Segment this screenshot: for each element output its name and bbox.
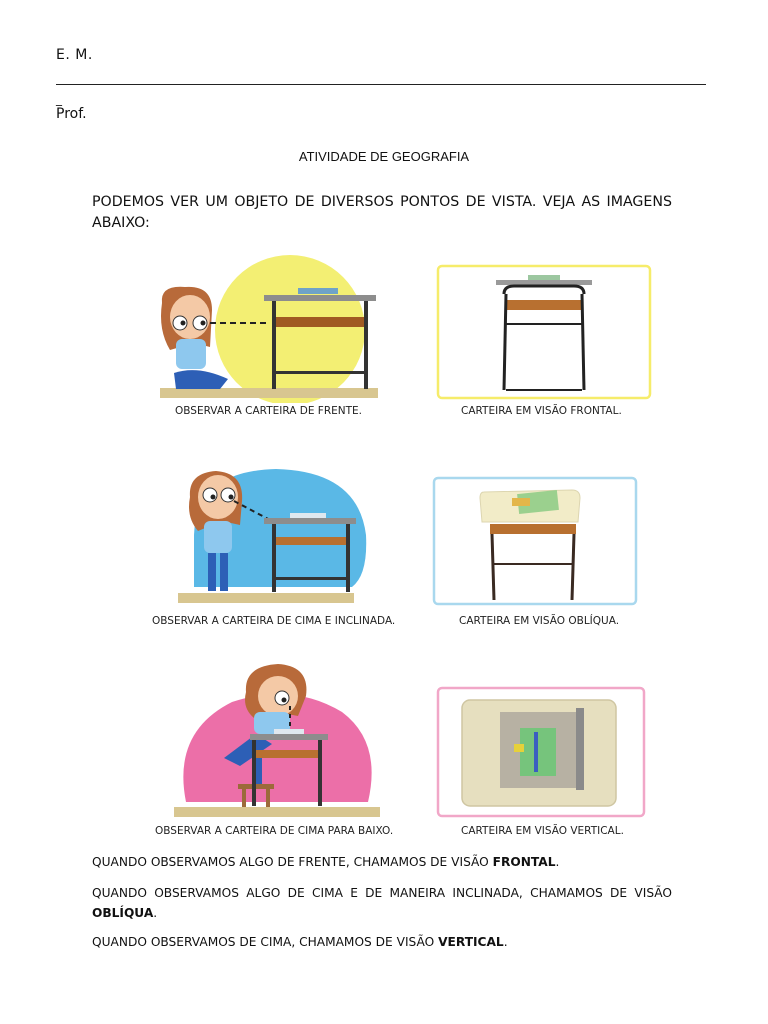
- teacher-label: Prof.: [56, 106, 87, 122]
- school-name: E. M.: [56, 47, 93, 63]
- oblique-definition-text: QUANDO OBSERVAMOS ALGO DE CIMA E DE MANEIRA INCLINADA, CHAMAMOS DE VISÃO: [92, 886, 672, 900]
- figure-vertical-observer: [172, 662, 382, 820]
- intro-text: [92, 192, 672, 234]
- oblique-term: OBLÍQUA: [92, 906, 154, 920]
- vertical-definition: [92, 932, 672, 952]
- oblique-period: .: [153, 906, 158, 920]
- intro-line-1: PODEMOS VER UM OBJETO DE DIVERSOS PONTOS DE VISTA. VEJA AS IMAGENS: [92, 194, 672, 210]
- vertical-definition-text: QUANDO OBSERVAMOS DE CIMA, CHAMAMOS DE VISÃO: [92, 935, 439, 949]
- frontal-term: FRONTAL: [492, 855, 556, 869]
- figure-vertical-view: [436, 686, 648, 822]
- page-title: ATIVIDADE DE GEOGRAFIA: [298, 149, 470, 164]
- caption-frontal-view: CARTEIRA EM VISÃO FRONTAL.: [461, 405, 622, 417]
- vertical-period: .: [503, 935, 508, 949]
- frontal-definition: [92, 852, 672, 872]
- floor: [174, 807, 380, 817]
- caption-oblique-view: CARTEIRA EM VISÃO OBLÍQUA.: [459, 615, 620, 627]
- figure-oblique-view: [432, 476, 640, 608]
- caption-vertical-observer: OBSERVAR A CARTEIRA DE CIMA PARA BAIXO.: [155, 825, 394, 837]
- frontal-period: .: [555, 855, 560, 869]
- frontal-definition-text: QUANDO OBSERVAMOS ALGO DE FRENTE, CHAMAMOS DE VISÃO: [92, 855, 493, 869]
- vertical-term: VERTICAL: [438, 935, 504, 949]
- floor: [178, 593, 354, 603]
- desk-top: [462, 700, 616, 806]
- oblique-definition: [92, 883, 672, 923]
- caption-front-observer: OBSERVAR A CARTEIRA DE FRENTE.: [175, 405, 363, 417]
- name-line: [56, 84, 706, 85]
- caption-oblique-observer: OBSERVAR A CARTEIRA DE CIMA E INCLINADA.: [152, 615, 396, 627]
- caption-vertical-view: CARTEIRA EM VISÃO VERTICAL.: [461, 825, 624, 837]
- intro-line-2: ABAIXO:: [92, 215, 150, 231]
- figure-oblique-observer: [176, 465, 376, 607]
- floor: [160, 388, 378, 398]
- figure-frontal-view: [436, 264, 656, 402]
- figure-front-observer: [150, 255, 382, 403]
- name-line-tail: _: [56, 92, 62, 106]
